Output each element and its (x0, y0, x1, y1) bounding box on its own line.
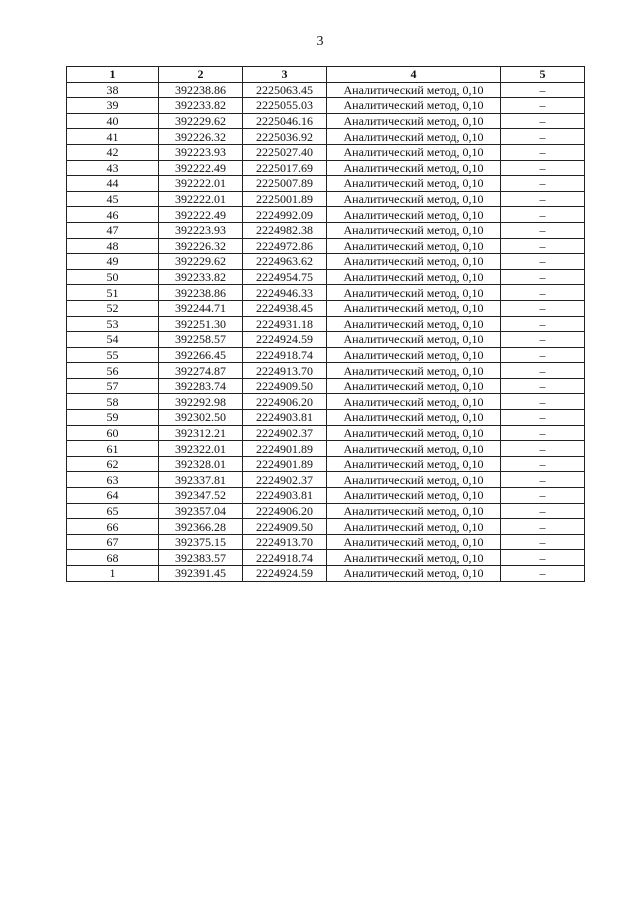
cell-point-number: 62 (67, 456, 159, 472)
cell-x-coordinate: 392283.74 (159, 378, 243, 394)
cell-y-coordinate: 2225055.03 (243, 98, 327, 114)
cell-description: – (501, 332, 585, 348)
cell-point-number: 1 (67, 566, 159, 582)
table-row (67, 566, 585, 582)
cell-y-coordinate: 2224924.59 (243, 332, 327, 348)
cell-method-accuracy: Аналитический метод, 0,10 (327, 300, 501, 316)
cell-x-coordinate: 392238.86 (159, 285, 243, 301)
cell-method-accuracy: Аналитический метод, 0,10 (327, 347, 501, 363)
cell-point-number: 40 (67, 113, 159, 129)
cell-x-coordinate: 392337.81 (159, 472, 243, 488)
cell-y-coordinate: 2224909.50 (243, 378, 327, 394)
cell-y-coordinate: 2224909.50 (243, 519, 327, 535)
cell-y-coordinate: 2224924.59 (243, 566, 327, 582)
cell-x-coordinate: 392312.21 (159, 425, 243, 441)
cell-point-number: 39 (67, 98, 159, 114)
cell-method-accuracy: Аналитический метод, 0,10 (327, 113, 501, 129)
cell-y-coordinate: 2224918.74 (243, 347, 327, 363)
cell-x-coordinate: 392366.28 (159, 519, 243, 535)
table-row (67, 113, 585, 129)
table-row (67, 363, 585, 379)
cell-y-coordinate: 2224901.89 (243, 456, 327, 472)
cell-description: – (501, 566, 585, 582)
cell-point-number: 66 (67, 519, 159, 535)
table-row (67, 425, 585, 441)
table-row (67, 394, 585, 410)
cell-description: – (501, 191, 585, 207)
cell-x-coordinate: 392229.62 (159, 113, 243, 129)
header-cell-2: 2 (159, 67, 243, 83)
cell-y-coordinate: 2224906.20 (243, 394, 327, 410)
cell-method-accuracy: Аналитический метод, 0,10 (327, 254, 501, 270)
cell-point-number: 43 (67, 160, 159, 176)
cell-x-coordinate: 392347.52 (159, 488, 243, 504)
cell-y-coordinate: 2224946.33 (243, 285, 327, 301)
cell-point-number: 65 (67, 503, 159, 519)
cell-point-number: 64 (67, 488, 159, 504)
table-row (67, 238, 585, 254)
cell-y-coordinate: 2224906.20 (243, 503, 327, 519)
cell-y-coordinate: 2224901.89 (243, 441, 327, 457)
cell-method-accuracy: Аналитический метод, 0,10 (327, 129, 501, 145)
cell-x-coordinate: 392223.93 (159, 144, 243, 160)
table-row (67, 534, 585, 550)
table-body (67, 82, 585, 581)
cell-description: – (501, 113, 585, 129)
cell-point-number: 55 (67, 347, 159, 363)
cell-x-coordinate: 392222.49 (159, 160, 243, 176)
cell-x-coordinate: 392322.01 (159, 441, 243, 457)
table-row (67, 378, 585, 394)
cell-y-coordinate: 2224938.45 (243, 300, 327, 316)
cell-point-number: 67 (67, 534, 159, 550)
cell-x-coordinate: 392226.32 (159, 129, 243, 145)
cell-y-coordinate: 2224972.86 (243, 238, 327, 254)
cell-method-accuracy: Аналитический метод, 0,10 (327, 394, 501, 410)
cell-y-coordinate: 2224902.37 (243, 425, 327, 441)
cell-point-number: 52 (67, 300, 159, 316)
cell-point-number: 51 (67, 285, 159, 301)
cell-description: – (501, 550, 585, 566)
table-row (67, 410, 585, 426)
cell-y-coordinate: 2224913.70 (243, 534, 327, 550)
table-row (67, 550, 585, 566)
cell-description: – (501, 144, 585, 160)
cell-point-number: 57 (67, 378, 159, 394)
table-row (67, 300, 585, 316)
cell-method-accuracy: Аналитический метод, 0,10 (327, 410, 501, 426)
table-row (67, 191, 585, 207)
cell-point-number: 48 (67, 238, 159, 254)
cell-method-accuracy: Аналитический метод, 0,10 (327, 238, 501, 254)
cell-y-coordinate: 2225046.16 (243, 113, 327, 129)
cell-description: – (501, 269, 585, 285)
cell-point-number: 45 (67, 191, 159, 207)
cell-method-accuracy: Аналитический метод, 0,10 (327, 441, 501, 457)
cell-method-accuracy: Аналитический метод, 0,10 (327, 207, 501, 223)
cell-y-coordinate: 2225063.45 (243, 82, 327, 98)
coordinates-table (66, 66, 585, 582)
cell-x-coordinate: 392375.15 (159, 534, 243, 550)
cell-x-coordinate: 392383.57 (159, 550, 243, 566)
table-row (67, 269, 585, 285)
cell-point-number: 61 (67, 441, 159, 457)
cell-description: – (501, 207, 585, 223)
table-row (67, 441, 585, 457)
cell-method-accuracy: Аналитический метод, 0,10 (327, 425, 501, 441)
table-row (67, 129, 585, 145)
table-row (67, 519, 585, 535)
cell-x-coordinate: 392302.50 (159, 410, 243, 426)
table-row (67, 207, 585, 223)
cell-description: – (501, 503, 585, 519)
table-row (67, 316, 585, 332)
table-row (67, 503, 585, 519)
cell-x-coordinate: 392233.82 (159, 98, 243, 114)
header-cell-4: 4 (327, 67, 501, 83)
header-row (67, 67, 585, 83)
cell-description: – (501, 472, 585, 488)
cell-y-coordinate: 2225036.92 (243, 129, 327, 145)
cell-x-coordinate: 392233.82 (159, 269, 243, 285)
cell-point-number: 68 (67, 550, 159, 566)
cell-point-number: 49 (67, 254, 159, 270)
cell-point-number: 54 (67, 332, 159, 348)
cell-x-coordinate: 392357.04 (159, 503, 243, 519)
cell-point-number: 46 (67, 207, 159, 223)
cell-description: – (501, 394, 585, 410)
cell-description: – (501, 425, 585, 441)
cell-description: – (501, 160, 585, 176)
table-header (67, 67, 585, 83)
cell-point-number: 59 (67, 410, 159, 426)
table-row (67, 332, 585, 348)
cell-x-coordinate: 392244.71 (159, 300, 243, 316)
page-number: 3 (316, 34, 324, 49)
cell-description: – (501, 222, 585, 238)
cell-description: – (501, 129, 585, 145)
cell-x-coordinate: 392222.01 (159, 176, 243, 192)
cell-y-coordinate: 2224913.70 (243, 363, 327, 379)
table-row (67, 144, 585, 160)
cell-description: – (501, 347, 585, 363)
cell-x-coordinate: 392229.62 (159, 254, 243, 270)
cell-y-coordinate: 2224931.18 (243, 316, 327, 332)
cell-point-number: 60 (67, 425, 159, 441)
cell-method-accuracy: Аналитический метод, 0,10 (327, 332, 501, 348)
cell-description: – (501, 456, 585, 472)
cell-x-coordinate: 392266.45 (159, 347, 243, 363)
cell-description: – (501, 254, 585, 270)
cell-y-coordinate: 2224902.37 (243, 472, 327, 488)
cell-description: – (501, 488, 585, 504)
cell-description: – (501, 300, 585, 316)
cell-point-number: 53 (67, 316, 159, 332)
table-row (67, 456, 585, 472)
cell-y-coordinate: 2225007.89 (243, 176, 327, 192)
cell-method-accuracy: Аналитический метод, 0,10 (327, 550, 501, 566)
header-cell-3: 3 (243, 67, 327, 83)
table-row (67, 254, 585, 270)
cell-description: – (501, 534, 585, 550)
cell-point-number: 47 (67, 222, 159, 238)
cell-x-coordinate: 392251.30 (159, 316, 243, 332)
cell-y-coordinate: 2225027.40 (243, 144, 327, 160)
table-row (67, 222, 585, 238)
cell-description: – (501, 410, 585, 426)
cell-description: – (501, 378, 585, 394)
cell-method-accuracy: Аналитический метод, 0,10 (327, 363, 501, 379)
cell-y-coordinate: 2224903.81 (243, 410, 327, 426)
cell-method-accuracy: Аналитический метод, 0,10 (327, 144, 501, 160)
cell-point-number: 42 (67, 144, 159, 160)
cell-description: – (501, 238, 585, 254)
cell-x-coordinate: 392226.32 (159, 238, 243, 254)
cell-x-coordinate: 392391.45 (159, 566, 243, 582)
cell-description: – (501, 441, 585, 457)
cell-description: – (501, 363, 585, 379)
cell-method-accuracy: Аналитический метод, 0,10 (327, 176, 501, 192)
table-row (67, 98, 585, 114)
cell-y-coordinate: 2225017.69 (243, 160, 327, 176)
cell-y-coordinate: 2224903.81 (243, 488, 327, 504)
cell-description: – (501, 519, 585, 535)
cell-description: – (501, 176, 585, 192)
cell-y-coordinate: 2224992.09 (243, 207, 327, 223)
cell-description: – (501, 316, 585, 332)
table-row (67, 176, 585, 192)
cell-point-number: 41 (67, 129, 159, 145)
cell-y-coordinate: 2224954.75 (243, 269, 327, 285)
cell-y-coordinate: 2225001.89 (243, 191, 327, 207)
cell-point-number: 63 (67, 472, 159, 488)
cell-point-number: 38 (67, 82, 159, 98)
cell-x-coordinate: 392292.98 (159, 394, 243, 410)
cell-x-coordinate: 392274.87 (159, 363, 243, 379)
header-cell-1: 1 (67, 67, 159, 83)
cell-description: – (501, 98, 585, 114)
cell-point-number: 44 (67, 176, 159, 192)
cell-y-coordinate: 2224918.74 (243, 550, 327, 566)
cell-x-coordinate: 392238.86 (159, 82, 243, 98)
cell-x-coordinate: 392222.01 (159, 191, 243, 207)
cell-x-coordinate: 392258.57 (159, 332, 243, 348)
cell-method-accuracy: Аналитический метод, 0,10 (327, 316, 501, 332)
table-row (67, 472, 585, 488)
cell-method-accuracy: Аналитический метод, 0,10 (327, 519, 501, 535)
cell-description: – (501, 82, 585, 98)
cell-point-number: 56 (67, 363, 159, 379)
cell-x-coordinate: 392328.01 (159, 456, 243, 472)
cell-method-accuracy: Аналитический метод, 0,10 (327, 488, 501, 504)
cell-method-accuracy: Аналитический метод, 0,10 (327, 98, 501, 114)
cell-method-accuracy: Аналитический метод, 0,10 (327, 269, 501, 285)
cell-method-accuracy: Аналитический метод, 0,10 (327, 456, 501, 472)
cell-method-accuracy: Аналитический метод, 0,10 (327, 534, 501, 550)
cell-point-number: 50 (67, 269, 159, 285)
cell-method-accuracy: Аналитический метод, 0,10 (327, 191, 501, 207)
cell-y-coordinate: 2224982.38 (243, 222, 327, 238)
table-row (67, 285, 585, 301)
cell-method-accuracy: Аналитический метод, 0,10 (327, 285, 501, 301)
cell-x-coordinate: 392222.49 (159, 207, 243, 223)
cell-method-accuracy: Аналитический метод, 0,10 (327, 378, 501, 394)
table-row (67, 347, 585, 363)
cell-method-accuracy: Аналитический метод, 0,10 (327, 503, 501, 519)
cell-method-accuracy: Аналитический метод, 0,10 (327, 566, 501, 582)
table-row (67, 82, 585, 98)
cell-x-coordinate: 392223.93 (159, 222, 243, 238)
cell-method-accuracy: Аналитический метод, 0,10 (327, 82, 501, 98)
header-cell-5: 5 (501, 67, 585, 83)
table-row (67, 160, 585, 176)
cell-method-accuracy: Аналитический метод, 0,10 (327, 222, 501, 238)
cell-method-accuracy: Аналитический метод, 0,10 (327, 160, 501, 176)
cell-y-coordinate: 2224963.62 (243, 254, 327, 270)
cell-method-accuracy: Аналитический метод, 0,10 (327, 472, 501, 488)
cell-point-number: 58 (67, 394, 159, 410)
table-row (67, 488, 585, 504)
cell-description: – (501, 285, 585, 301)
